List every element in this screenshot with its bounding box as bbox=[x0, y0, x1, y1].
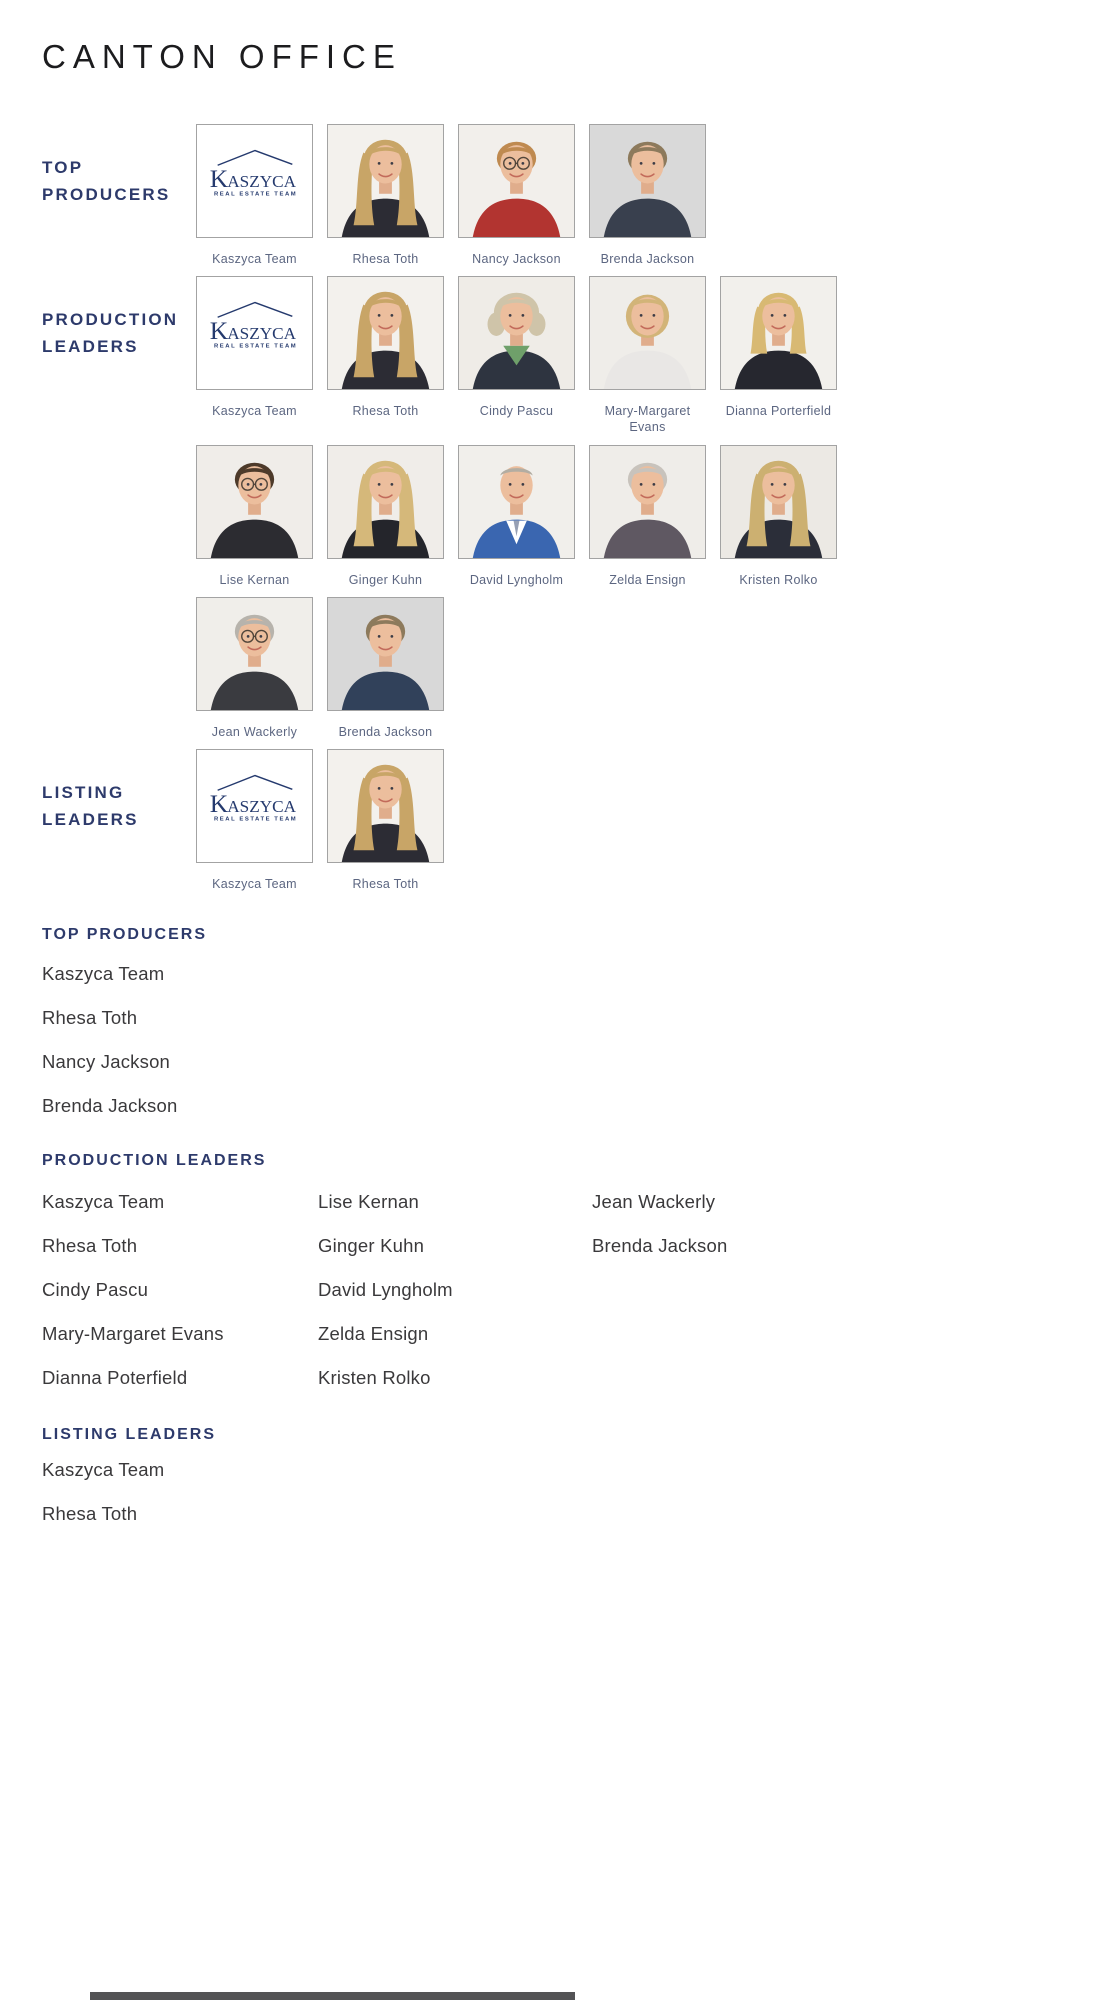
agent-name-caption: Jean Wackerly bbox=[211, 725, 298, 739]
roster-column bbox=[42, 963, 177, 1139]
agent-cell bbox=[589, 276, 706, 435]
agent-name-caption: Rhesa Toth bbox=[352, 877, 419, 891]
agent-cell bbox=[327, 597, 444, 740]
roster-item: Kaszyca Team bbox=[42, 1191, 165, 1212]
svg-text:REAL ESTATE TEAM: REAL ESTATE TEAM bbox=[213, 191, 298, 198]
roster-item: Rhesa Toth bbox=[42, 1503, 138, 1524]
gallery-section-label: PRODUCTION LEADERS bbox=[42, 310, 179, 356]
agent-cell bbox=[196, 597, 313, 740]
agent-cell bbox=[720, 445, 837, 588]
agent-name-caption: Nancy Jackson bbox=[472, 252, 561, 266]
gallery-section-label: LISTING LEADERS bbox=[42, 783, 139, 829]
photo-row bbox=[196, 276, 837, 435]
agent-cell bbox=[458, 124, 575, 267]
roster-item: Jean Wackerly bbox=[592, 1191, 716, 1212]
roster-column bbox=[592, 1191, 727, 1279]
agent-cell bbox=[196, 445, 313, 588]
roster-item: Brenda Jackson bbox=[592, 1235, 728, 1256]
roster-item: Brenda Jackson bbox=[42, 1095, 178, 1116]
agent-cell bbox=[589, 124, 706, 267]
roster-item: Zelda Ensign bbox=[318, 1323, 429, 1344]
agent-cell bbox=[327, 749, 444, 892]
agent-cell bbox=[196, 124, 313, 267]
roster-item: Kristen Rolko bbox=[318, 1367, 431, 1388]
agent-name-caption: Rhesa Toth bbox=[352, 404, 419, 418]
roster-item: Kaszyca Team bbox=[42, 1459, 165, 1480]
svg-text:REAL ESTATE TEAM: REAL ESTATE TEAM bbox=[213, 343, 298, 350]
agent-cell bbox=[327, 276, 444, 435]
agent-name-caption: Ginger Kuhn bbox=[348, 573, 423, 587]
agent-photo-card[interactable] bbox=[589, 124, 706, 238]
agent-cell bbox=[458, 276, 575, 435]
roster-column bbox=[42, 1459, 164, 1547]
agent-name-caption: Zelda Ensign bbox=[609, 573, 686, 587]
roster-item: Rhesa Toth bbox=[42, 1007, 138, 1028]
agent-cell bbox=[196, 276, 313, 435]
agent-name-caption: Kaszyca Team bbox=[212, 877, 297, 891]
agent-cell bbox=[589, 445, 706, 588]
agent-photo-card[interactable] bbox=[327, 276, 444, 390]
agent-name-caption: Cindy Pascu bbox=[479, 404, 554, 418]
photo-row bbox=[196, 749, 444, 892]
agent-name-caption: Kaszyca Team bbox=[212, 252, 297, 266]
svg-text:REAL ESTATE TEAM: REAL ESTATE TEAM bbox=[213, 816, 298, 823]
agent-name-caption: David Lyngholm bbox=[469, 573, 564, 587]
agent-photo-card[interactable] bbox=[458, 124, 575, 238]
roster-column bbox=[42, 1191, 224, 1411]
footer-bar bbox=[90, 1992, 575, 2000]
agent-name-caption: Mary-Margaret Evans bbox=[604, 404, 691, 434]
agent-photo-card[interactable] bbox=[720, 445, 837, 559]
page-title: CANTON OFFICE bbox=[42, 38, 402, 75]
roster-item: Lise Kernan bbox=[318, 1191, 419, 1212]
roster-column bbox=[318, 1191, 453, 1411]
team-logo-card[interactable] bbox=[196, 749, 313, 863]
agent-photo-card[interactable] bbox=[196, 597, 313, 711]
agent-name-caption: Dianna Porterfield bbox=[725, 404, 832, 418]
agent-name-caption: Brenda Jackson bbox=[338, 725, 433, 739]
roster-item: Kaszyca Team bbox=[42, 963, 165, 984]
svg-text:KASZYCA: KASZYCA bbox=[209, 788, 297, 818]
agent-photo-card[interactable] bbox=[327, 124, 444, 238]
agent-name-caption: Brenda Jackson bbox=[600, 252, 695, 266]
svg-text:KASZYCA: KASZYCA bbox=[209, 315, 297, 345]
agent-name-caption: Rhesa Toth bbox=[352, 252, 419, 266]
agent-cell bbox=[327, 445, 444, 588]
svg-text:KASZYCA: KASZYCA bbox=[209, 163, 297, 193]
agent-photo-card[interactable] bbox=[327, 749, 444, 863]
agent-name-caption: Kaszyca Team bbox=[212, 404, 297, 418]
photo-row bbox=[196, 124, 706, 267]
roster-section-heading: LISTING LEADERS bbox=[42, 1426, 217, 1443]
roster-section-heading: TOP PRODUCERS bbox=[42, 926, 207, 943]
agent-name-caption: Kristen Rolko bbox=[739, 573, 818, 587]
gallery-section-label: TOP PRODUCERS bbox=[42, 158, 171, 204]
agent-photo-card[interactable] bbox=[327, 445, 444, 559]
roster-item: Ginger Kuhn bbox=[318, 1235, 425, 1256]
agent-photo-card[interactable] bbox=[458, 445, 575, 559]
photo-row bbox=[196, 597, 444, 740]
agent-photo-card[interactable] bbox=[327, 597, 444, 711]
roster-item: Rhesa Toth bbox=[42, 1235, 138, 1256]
agent-cell bbox=[196, 749, 313, 892]
agent-name-caption: Lise Kernan bbox=[219, 573, 290, 587]
agent-cell bbox=[327, 124, 444, 267]
roster-item: Cindy Pascu bbox=[42, 1279, 149, 1300]
agent-photo-card[interactable] bbox=[589, 445, 706, 559]
agent-photo-card[interactable] bbox=[458, 276, 575, 390]
agent-cell bbox=[458, 445, 575, 588]
roster-section-heading: PRODUCTION LEADERS bbox=[42, 1152, 267, 1169]
photo-row bbox=[196, 445, 837, 588]
roster-item: Nancy Jackson bbox=[42, 1051, 171, 1072]
team-logo-card[interactable] bbox=[196, 124, 313, 238]
roster-item: David Lyngholm bbox=[318, 1279, 453, 1300]
agent-photo-card[interactable] bbox=[589, 276, 706, 390]
roster-item: Dianna Poterfield bbox=[42, 1367, 188, 1388]
agent-photo-card[interactable] bbox=[720, 276, 837, 390]
roster-item: Mary-Margaret Evans bbox=[42, 1323, 224, 1344]
team-logo-card[interactable] bbox=[196, 276, 313, 390]
agent-cell bbox=[720, 276, 837, 435]
agent-photo-card[interactable] bbox=[196, 445, 313, 559]
